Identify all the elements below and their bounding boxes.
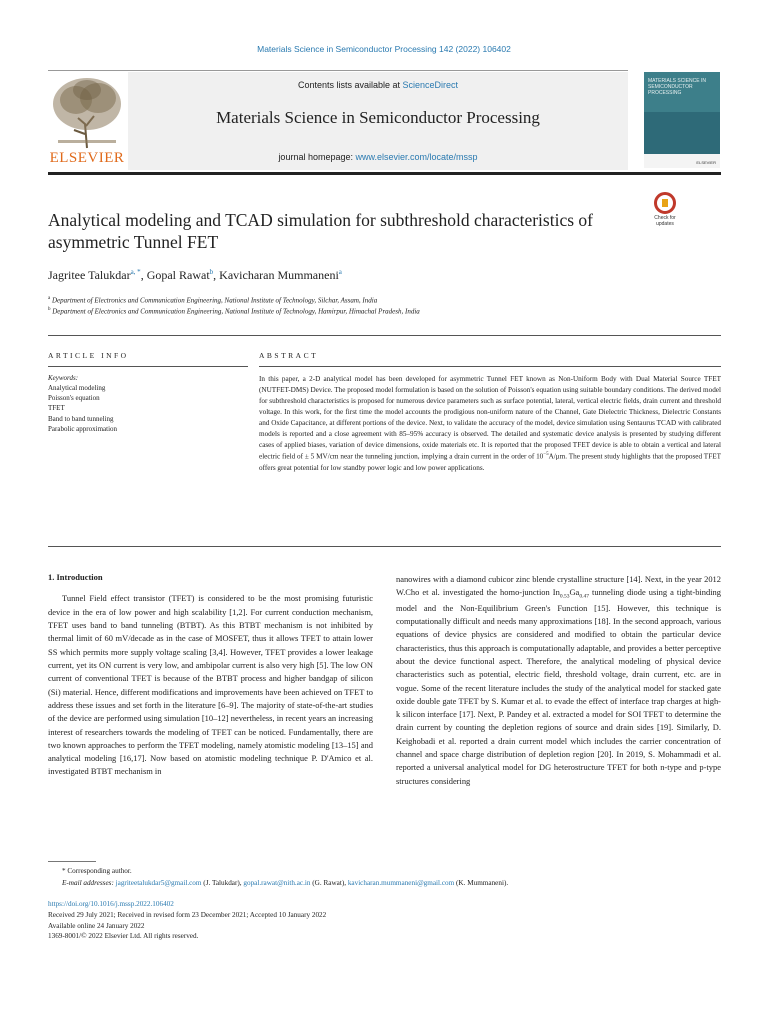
sciencedirect-link[interactable]: ScienceDirect	[402, 80, 459, 90]
intro-paragraph-continued	[396, 573, 721, 788]
abstract-part-2: A/μm. The present study highlights that the proposed TFET offers great potential for low standby power logic and low power applications.	[259, 452, 721, 472]
abstract-part-1: In this paper, a 2-D analytical model has been developed for asymmetric Tunnel FET known as Non-Uniform Body with Dual Material Source TFET (NUTFET-DMS) Device. The proposed model formulation is based on the solution of Poisson's equation using suitable boundary conditions. The derived model for subthreshold characteristics is proposed for numerous device parameters such as surface potential, lateral, vertical electric fields, drain current and threshold voltage. In this work, for the first time the model accounts the prodigious non-uniform nature of the Channel, Gate Dielectric Thickness, Dielectric Constants and Oxide Capacitance, at different portions of the device. Next, to validate the accuracy of the model, device simulation using Sentaurus TCAD with calibrated models is reported and a close agreement with 85–95% accuracy is observed. The detailed and systematic device analysis is presented by studying different cases of applied biases, variation of device dimensions, oxide materials etc. It is reported that the proposed TFET device is able to obtain a vertical and lateral electric field of ± 5 MV/cm near the tunneling junction, implying a drain current in the order of 10	[259, 375, 721, 461]
body-column-right	[396, 573, 721, 788]
header-top-rule	[48, 70, 628, 71]
author-sep: ,	[140, 268, 147, 282]
homepage-link[interactable]: www.elsevier.com/locate/mssp	[355, 152, 478, 162]
email-owner: (J. Talukdar),	[201, 878, 244, 887]
author-affil-sup[interactable]: b	[209, 268, 214, 276]
email-owner: (K. Mummaneni).	[454, 878, 509, 887]
affil-sup: a	[48, 296, 51, 301]
text-run: tunneling diode using a tight-binding model and the Non-Equilibrium Green's Function [15]. However, this technique is computationally difficult and needs many approximations [18]. In the second approach, various equations of device physics are considered and modified to obtain the particular device characteristics, thus this approach is computationally adaptable, and provides a better perceptive about the device functional aspect. Therefore, the analytical modeling of physical device characteristics such as potential, electric field, threshold voltage, drain current, etc. are in vogue. Some of the recent literature includes the study of the analytical model for stacked gate oxide double gate TFET by S. Kumar et al. to evade the effect of interface trap charges at high-k silicon interface [17]. Next, P. Pandey et al. extracted a model for SOI TFET to determine the drain current by counting the depletion regions of source and drain sides [19]. Similarly, D. Keighobadi et al. reported a drain current model which includes the carrier concentration of channel and space charge distribution of depletion region [20]. In 2019, S. Mohammadi et al. reported a universal analytical model for DG heterostructure TFET for both n-type and p-type structures considering	[396, 587, 721, 786]
intro-paragraph: Tunnel Field effect transistor (TFET) is considered to be the most promising futuristic device in the era of low power and high scalability [1,2]. For current conduction mechanism, TFET uses band to band tunneling (BTBT). As this BTBT mechanism is not inhibited by thermal limit of 60 mV/decade as in the case of MOSFET, thus it allows TFET to attain lower SS which permits more supply voltage scaling [3,4]. However, TFET provides a lower leakage current, yet its ON current is very low, and ambipolar current is also very high [5]. The low ON current of conventional TFET is because of the BTBT process and higher bandgap of silicon (Si) material. Hence, different modifications and improvements have been achieved on TFET to address these issues and set forth in the literature [6–9]. The majority of state-of-the-art studies of the device are performed using simulation [10–12] nevertheless, in recent years an increasing interest of researchers towards the modeling of TFET can be noticed. Fundamentally, there are two known approaches to perform the TFET modeling, namely atomistic modeling [13–15] and analytical modeling [16,17]. Now based on atomistic modeling technique P. D'Amico et al. investigated BTBT mechanism in	[48, 593, 373, 777]
author-sep: ,	[213, 268, 220, 282]
tree-icon	[48, 74, 126, 150]
text-run: nanowires with a diamond cubicor zinc blende crystalline structure [14]. Next, in the year 2012 W.Cho et al. investigated the homo-junction In	[396, 574, 721, 598]
affiliation-b	[48, 307, 728, 315]
article-info-rule	[48, 366, 248, 367]
abstract-heading: ABSTRACT	[259, 351, 319, 360]
section-heading-introduction: 1. Introduction	[48, 572, 103, 582]
journal-homepage	[128, 152, 628, 162]
abstract-rule	[259, 366, 721, 367]
homepage-prefix: journal homepage:	[278, 152, 356, 162]
author-list	[48, 268, 728, 283]
subscript: 0.53	[559, 594, 570, 600]
footnotes	[48, 866, 728, 889]
keyword-item[interactable]: Parabolic approximation	[48, 424, 118, 433]
check-updates-label: Check for updates	[654, 215, 676, 227]
doi-link[interactable]: https://doi.org/10.1016/j.mssp.2022.106402	[48, 900, 174, 908]
affiliation-a	[48, 296, 728, 304]
author-name[interactable]: Kavicharan Mummaneni	[219, 268, 339, 282]
keyword-item[interactable]: Poisson's equation	[48, 394, 100, 403]
elsevier-wordmark: ELSEVIER	[49, 150, 125, 166]
email-label: E-mail addresses:	[62, 878, 116, 887]
contents-prefix: Contents lists available at	[297, 80, 403, 90]
journal-cover-image[interactable]	[644, 72, 720, 168]
cover-title: MATERIALS SCIENCE IN SEMICONDUCTOR PROCESSING	[648, 78, 706, 96]
publication-info	[48, 899, 728, 942]
keyword-item[interactable]: Band to band tunneling	[48, 414, 114, 423]
subscript: 0.47	[579, 594, 589, 600]
article-info-heading: ARTICLE INFO	[48, 351, 129, 360]
author-name[interactable]: Jagritee Talukdar	[48, 268, 131, 282]
author-affil-sup[interactable]: a	[338, 268, 342, 276]
author-name[interactable]: Gopal Rawat	[146, 268, 210, 282]
check-for-updates-button[interactable]	[648, 192, 682, 232]
footnote-rule	[48, 861, 96, 862]
keywords-block	[48, 373, 248, 434]
keyword-item[interactable]: Analytical modeling	[48, 384, 106, 393]
section-divider	[48, 335, 721, 336]
available-online: Available online 24 January 2022	[48, 921, 145, 930]
journal-title: Materials Science in Semiconductor Processing	[216, 108, 540, 127]
received-dates: Received 29 July 2021; Received in revised form 23 December 2021; Accepted 10 January 2022	[48, 910, 327, 919]
contents-line	[128, 80, 628, 90]
email-link[interactable]: jagriteetalukdar5@gmail.com	[115, 878, 202, 887]
body-column-left	[48, 571, 373, 779]
email-link[interactable]: gopal.rawat@nith.ac.in	[243, 878, 311, 887]
affil-text: Department of Electronics and Communication Engineering, National Institute of Technology, Hamirpur, Himachal Pradesh, India	[52, 307, 420, 316]
abstract-exponent: −5	[543, 452, 549, 458]
affil-text: Department of Electronics and Communication Engineering, National Institute of Technology, Silchar, Assam, India	[51, 296, 378, 305]
journal-citation[interactable]: Materials Science in Semiconductor Processing 142 (2022) 106402	[257, 44, 511, 54]
header-bottom-rule	[48, 172, 721, 175]
keywords-label: Keywords:	[48, 374, 79, 382]
email-addresses	[48, 878, 728, 890]
email-owner: (G. Rawat),	[310, 878, 348, 887]
corresponding-author-note: * Corresponding author.	[62, 867, 132, 875]
article-title: Analytical modeling and TCAD simulation for subthreshold characteristics of asymmetric Tunnel FET	[48, 210, 593, 252]
cover-publisher: ELSEVIER	[696, 160, 716, 165]
email-link[interactable]: kavicharan.mummaneni@gmail.com	[347, 878, 455, 887]
keyword-item[interactable]: TFET	[48, 404, 65, 413]
text-run: Ga	[569, 587, 580, 598]
author-affil-sup[interactable]: a, *	[130, 268, 141, 276]
affil-sup: b	[48, 307, 51, 312]
copyright: 1369-8001/© 2022 Elsevier Ltd. All rights reserved.	[48, 932, 199, 941]
check-updates-icon	[654, 192, 676, 214]
abstract-bottom-rule	[48, 546, 721, 547]
abstract-text	[259, 374, 721, 474]
